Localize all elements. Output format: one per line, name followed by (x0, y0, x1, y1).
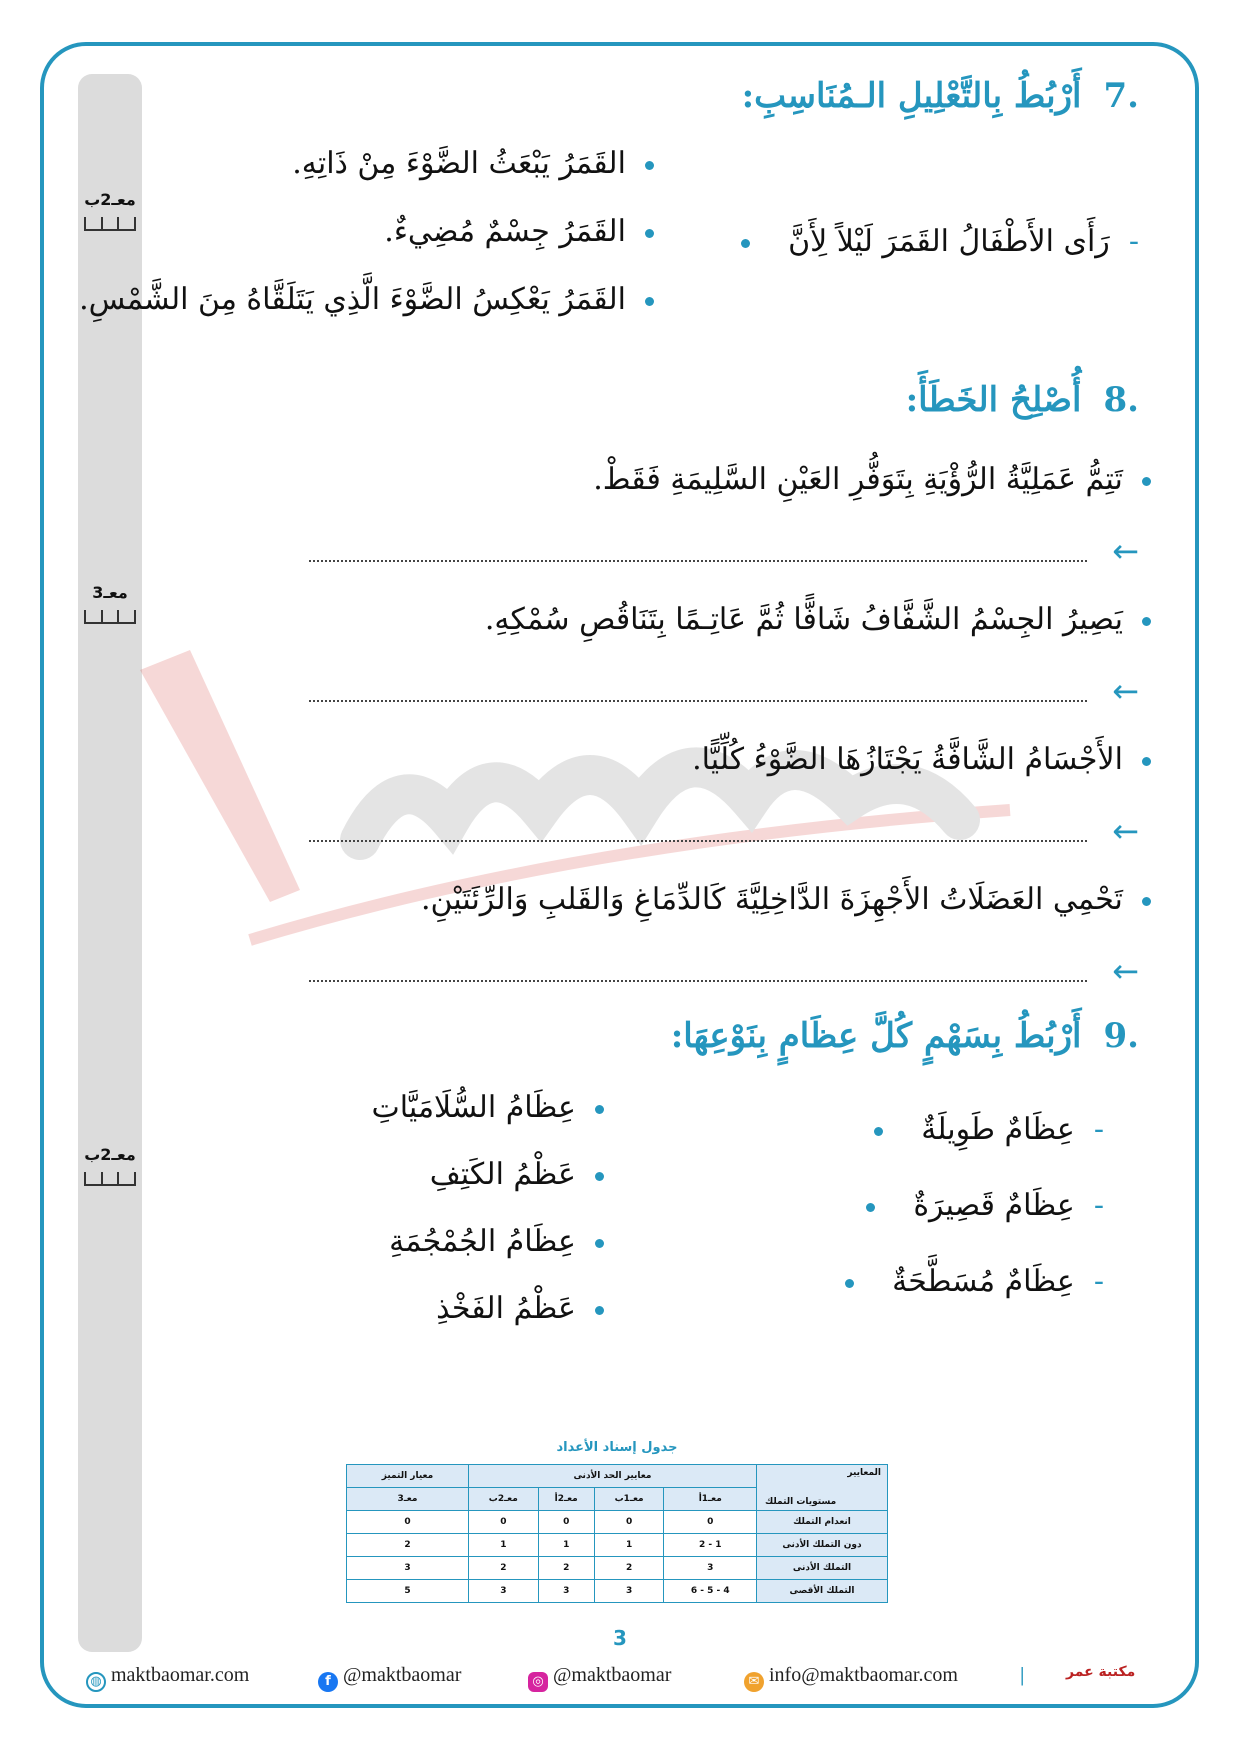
dash-marker: - (1093, 1188, 1104, 1223)
q9-type (845, 1264, 1104, 1299)
bullet (1142, 477, 1151, 486)
score-boxes[interactable] (84, 610, 136, 624)
q7-option (384, 214, 654, 249)
q7-left-item-text: رَأَى الأَطْفَالُ القَمَرَ لَيْلاً لِأَنَّ (788, 224, 1110, 259)
q9-bone (389, 1224, 604, 1259)
website-text: maktbaomar.com (111, 1664, 250, 1686)
q9-bone-text: عَظْمُ الكَتِفِ (429, 1157, 576, 1192)
criterion-label: معـ2ب (84, 190, 136, 209)
value-cell: 1 (538, 1534, 594, 1557)
column-header: معـ2أ (538, 1488, 594, 1511)
q8-item (692, 742, 1151, 777)
arrow-left-icon: ← (1112, 532, 1139, 570)
q7-title-text: أَرْبُطُ بِالتَّعْلِيلِ الـمُنَاسِبِ: (741, 76, 1082, 116)
q8-item (421, 882, 1151, 917)
q7-option (79, 282, 654, 317)
q9-title (671, 1016, 1139, 1056)
corner-bottom-label: مستويات التملك (765, 1497, 837, 1507)
q9-bone-text: عِظَامُ الجُمْجُمَةِ (389, 1224, 576, 1259)
value-cell: 1 (594, 1534, 664, 1557)
criterion-q7 (80, 190, 140, 231)
value-cell: 2 (347, 1534, 469, 1557)
q7-left-item (741, 224, 1139, 259)
level-cell: التملك الأقصى (757, 1580, 888, 1603)
q9-type-text: عِظَامٌ طَوِيلَةٌ (921, 1112, 1075, 1147)
match-dot[interactable] (595, 1105, 604, 1114)
level-cell: انعدام التملك (757, 1511, 888, 1534)
match-dot[interactable] (595, 1172, 604, 1181)
value-cell: 0 (594, 1511, 664, 1534)
excellence-criteria-header: معيار التميز (347, 1465, 469, 1488)
answer-line[interactable] (309, 812, 1139, 856)
table-row (347, 1580, 888, 1603)
criterion-q9 (80, 1145, 140, 1186)
value-cell: 0 (347, 1511, 469, 1534)
email-text: info@maktbaomar.com (769, 1664, 958, 1686)
match-dot[interactable] (645, 229, 654, 238)
match-dot[interactable] (741, 239, 750, 248)
answer-line[interactable] (309, 672, 1139, 716)
page-number: 3 (613, 1626, 627, 1650)
dotted-answer-field[interactable] (309, 980, 1087, 982)
watermark-pen-icon (140, 650, 300, 902)
value-cell: 3 (538, 1580, 594, 1603)
q9-bone-text: عِظَامُ السُّلَامَيَّاتِ (371, 1090, 576, 1125)
footer-facebook[interactable] (318, 1664, 461, 1692)
instagram-icon: ◎ (528, 1672, 548, 1692)
match-dot[interactable] (874, 1127, 883, 1136)
footer-separator: | (1020, 1664, 1025, 1686)
q9-type (874, 1112, 1104, 1147)
criterion-label: معـ3 (92, 583, 128, 602)
footer-logo (1066, 1664, 1135, 1680)
q9-bone (436, 1291, 604, 1326)
q9-type-text: عِظَامٌ مُسَطَّحَةٌ (892, 1264, 1075, 1299)
q8-item-text: تَحْمِي العَضَلَاتُ الأَجْهِزَةَ الدَّاخِلِيَّةَ كَالدِّمَاغِ وَالقَلبِ وَالرِّئَتَيْنِ. (420, 882, 1123, 917)
dash-marker: - (1093, 1112, 1104, 1147)
footer-instagram[interactable] (528, 1664, 671, 1692)
match-dot[interactable] (645, 161, 654, 170)
logo-text: مكتبة عمر (1066, 1664, 1136, 1680)
table-row (347, 1557, 888, 1580)
column-header: معـ2ب (468, 1488, 538, 1511)
match-dot[interactable] (866, 1203, 875, 1212)
q8-item-text: تَتِمُّ عَمَلِيَّةُ الرُّؤْيَةِ بِتَوَفُّرِ العَيْنِ السَّلِيمَةِ فَقَطْ. (593, 462, 1123, 497)
arrow-left-icon: ← (1112, 812, 1139, 850)
level-cell: التملك الأدنى (757, 1557, 888, 1580)
q9-type (866, 1188, 1104, 1223)
value-cell: 5 (347, 1580, 469, 1603)
table-corner (757, 1465, 888, 1511)
q9-number: .9 (1103, 1016, 1139, 1056)
dash-marker: - (1128, 224, 1139, 259)
dotted-answer-field[interactable] (309, 700, 1087, 702)
grading-table-caption: جدول إسناد الأعداد (556, 1440, 678, 1455)
value-cell: 2 (594, 1557, 664, 1580)
value-cell: 0 (538, 1511, 594, 1534)
answer-line[interactable] (309, 952, 1139, 996)
match-dot[interactable] (845, 1279, 854, 1288)
value-cell: 3 (664, 1557, 757, 1580)
match-dot[interactable] (595, 1239, 604, 1248)
level-cell: دون التملك الأدنى (757, 1534, 888, 1557)
grading-table (346, 1464, 888, 1603)
q7-title (742, 76, 1139, 116)
q7-option-text: القَمَرُ يَعْكِسُ الضَّوْءَ الَّذِي يَتَلَقَّاهُ مِنَ الشَّمْسِ. (79, 282, 626, 317)
q8-title-text: أُصْلِحُ الخَطَأَ: (905, 380, 1082, 420)
value-cell: 3 (347, 1557, 469, 1580)
q9-title-text: أَرْبُطُ بِسَهْمٍ كُلَّ عِظَامٍ بِنَوْعِهَا: (670, 1016, 1082, 1056)
facebook-icon: f (318, 1672, 338, 1692)
q8-item-text: يَصِيرُ الجِسْمُ الشَّفَّافُ شَافًّا ثُمَّ عَاتِـمًا بِتَنَاقُصِ سُمْكِهِ. (484, 602, 1123, 637)
instagram-text: @maktbaomar (553, 1664, 672, 1686)
q7-option-text: القَمَرُ جِسْمٌ مُضِيءٌ. (384, 214, 626, 249)
dotted-answer-field[interactable] (309, 840, 1087, 842)
email-icon: ✉ (744, 1672, 764, 1692)
value-cell: 2 (468, 1557, 538, 1580)
criterion-label: معـ2ب (84, 1145, 136, 1164)
globe-icon: ◍ (86, 1672, 106, 1692)
q8-item (485, 602, 1151, 637)
match-dot[interactable] (645, 297, 654, 306)
q8-item (593, 462, 1151, 497)
value-cell: 2 (538, 1557, 594, 1580)
value-cell: 0 (664, 1511, 757, 1534)
answer-line[interactable] (309, 532, 1139, 576)
q7-number: .7 (1103, 76, 1139, 116)
arrow-left-icon: ← (1112, 672, 1139, 710)
q8-title (906, 380, 1139, 420)
bullet (1142, 617, 1151, 626)
q7-option-text: القَمَرُ يَبْعَثُ الضَّوْءَ مِنْ ذَاتِهِ. (292, 146, 626, 181)
footer-website[interactable] (86, 1664, 249, 1692)
bullet (1142, 897, 1151, 906)
min-criteria-header: معايير الحد الأدنى (468, 1465, 756, 1488)
criterion-q8 (80, 583, 140, 624)
corner-top-label: المعايير (847, 1468, 881, 1478)
score-boxes[interactable] (84, 1172, 136, 1186)
facebook-text: @maktbaomar (343, 1664, 462, 1686)
arrow-left-icon: ← (1112, 952, 1139, 990)
column-header: معـ1أ (664, 1488, 757, 1511)
footer-email[interactable] (744, 1664, 958, 1692)
q9-bone (430, 1157, 604, 1192)
value-cell: 0 (468, 1511, 538, 1534)
q7-option (292, 146, 654, 181)
column-header: معـ1ب (594, 1488, 664, 1511)
table-row (347, 1511, 888, 1534)
q9-bone (372, 1090, 604, 1125)
table-row (347, 1534, 888, 1557)
dotted-answer-field[interactable] (309, 560, 1087, 562)
value-cell: 3 (594, 1580, 664, 1603)
value-cell: 3 (468, 1580, 538, 1603)
q8-item-text: الأَجْسَامُ الشَّافَّةُ يَجْتَازُهَا الضَّوْءُ كُلِّيًّا. (692, 742, 1123, 777)
bullet (1142, 757, 1151, 766)
q8-number: .8 (1103, 380, 1139, 420)
value-cell: 1 (468, 1534, 538, 1557)
dash-marker: - (1093, 1264, 1104, 1299)
score-boxes[interactable] (84, 217, 136, 231)
value-cell: 4 - 5 - 6 (664, 1580, 757, 1603)
q9-type-text: عِظَامٌ قَصِيرَةٌ (913, 1188, 1075, 1223)
q9-bone-text: عَظْمُ الفَخْذِ (436, 1291, 576, 1326)
value-cell: 1 - 2 (664, 1534, 757, 1557)
match-dot[interactable] (595, 1306, 604, 1315)
column-header: معـ3 (347, 1488, 469, 1511)
